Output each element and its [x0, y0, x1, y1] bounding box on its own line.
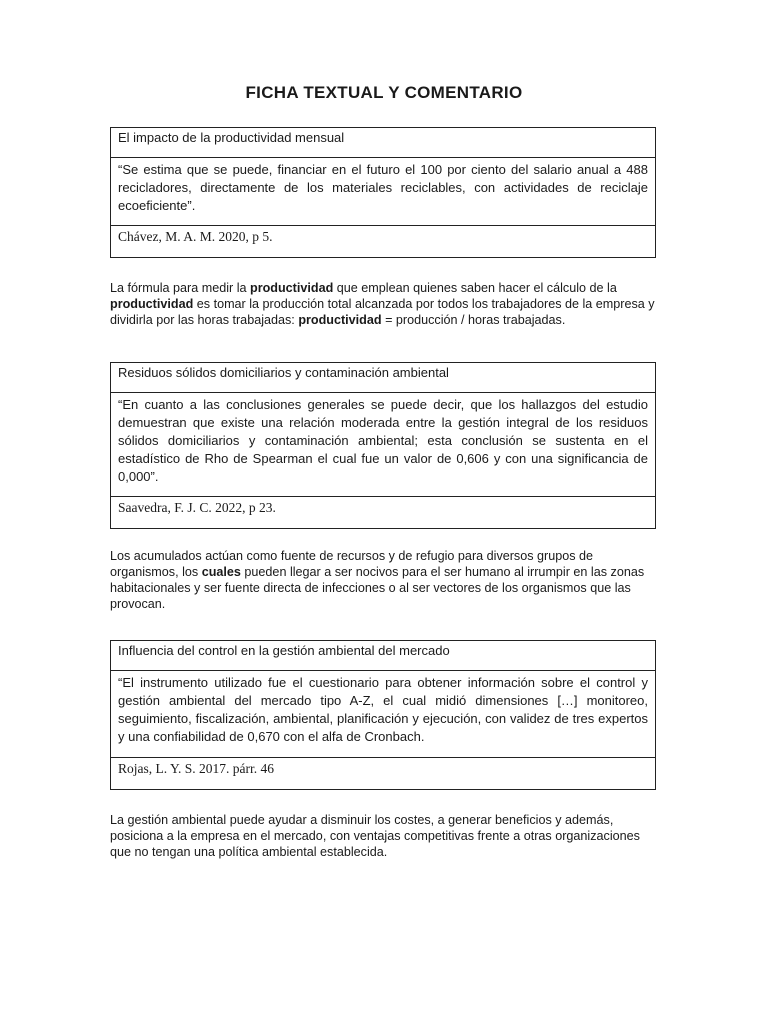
comment-text: La gestión ambiental puede ayudar a disminuir los costes, a generar beneficios y además, posiciona a la empresa en el mercado, con ventajas competitivas frente a otras organizaciones que no tengan una política ambiental establecida. [110, 813, 640, 859]
comment-paragraph-3 [110, 812, 658, 860]
card-citation: Chávez, M. A. M. 2020, p 5. [111, 225, 655, 257]
comment-keyword: productividad [298, 313, 382, 327]
comment-text: que emplean quienes saben hacer el cálculo de la [333, 281, 617, 295]
comment-keyword: productividad [250, 281, 334, 295]
card-heading: El impacto de la productividad mensual [118, 130, 345, 145]
quote-card-residuos [110, 362, 656, 529]
card-quote: “El instrumento utilizado fue el cuestionario para obtener información sobre el control y gestión ambiental del mercado tipo A-Z, el cual midió dimensiones […] monitoreo, seguimiento, fiscalización, ambiental, planificación y ejecución, con validez de tres expertos y una confiabilidad de 0,670 con el alfa de Cronbach. [111, 670, 655, 757]
quote-card-productividad [110, 127, 656, 258]
comment-paragraph-2 [110, 548, 658, 612]
card-citation: Saavedra, F. J. C. 2022, p 23. [111, 496, 655, 528]
comment-keyword: productividad [110, 297, 194, 311]
comment-text: es tomar la producción total alcanzada por todos los trabajadores de la empresa y dividirla por las horas trabajadas: [110, 297, 655, 327]
card-heading: Residuos sólidos domiciliarios y contaminación ambiental [118, 365, 449, 380]
comment-paragraph-1 [110, 280, 658, 328]
card-quote: “Se estima que se puede, financiar en el futuro el 100 por ciento del salario anual a 488 recicladores, directamente de los materiales reciclables, con actividades de reciclaje ecoeficiente”. [111, 157, 655, 225]
card-citation: Rojas, L. Y. S. 2017. párr. 46 [111, 757, 655, 789]
card-heading: Influencia del control en la gestión ambiental del mercado [118, 643, 450, 658]
page-title: FICHA TEXTUAL Y COMENTARIO [245, 83, 523, 102]
comment-text: La fórmula para medir la [110, 281, 250, 295]
card-quote: “En cuanto a las conclusiones generales se puede decir, que los hallazgos del estudio demuestran que existe una relación moderada entre la gestión integral de los residuos sólidos domiciliarios y contaminación ambiental; esta conclusión se sustenta en el estadístico de Rho de Spearman el cual fue un valor de 0,606 y con una significancia de 0,000”. [111, 392, 655, 496]
comment-text: = producción / horas trabajadas. [381, 313, 566, 327]
comment-text: Los acumulados actúan como fuente de recursos y de refugio para diversos grupos de organismos, los [110, 549, 594, 579]
quote-card-gestion-ambiental [110, 640, 656, 790]
comment-keyword: cuales [201, 565, 241, 579]
comment-text: pueden llegar a ser nocivos para el ser humano al irrumpir en las zonas habitacionales y ser fuente directa de infecciones o al ser vectores de los organismos que las provocan. [110, 565, 645, 611]
